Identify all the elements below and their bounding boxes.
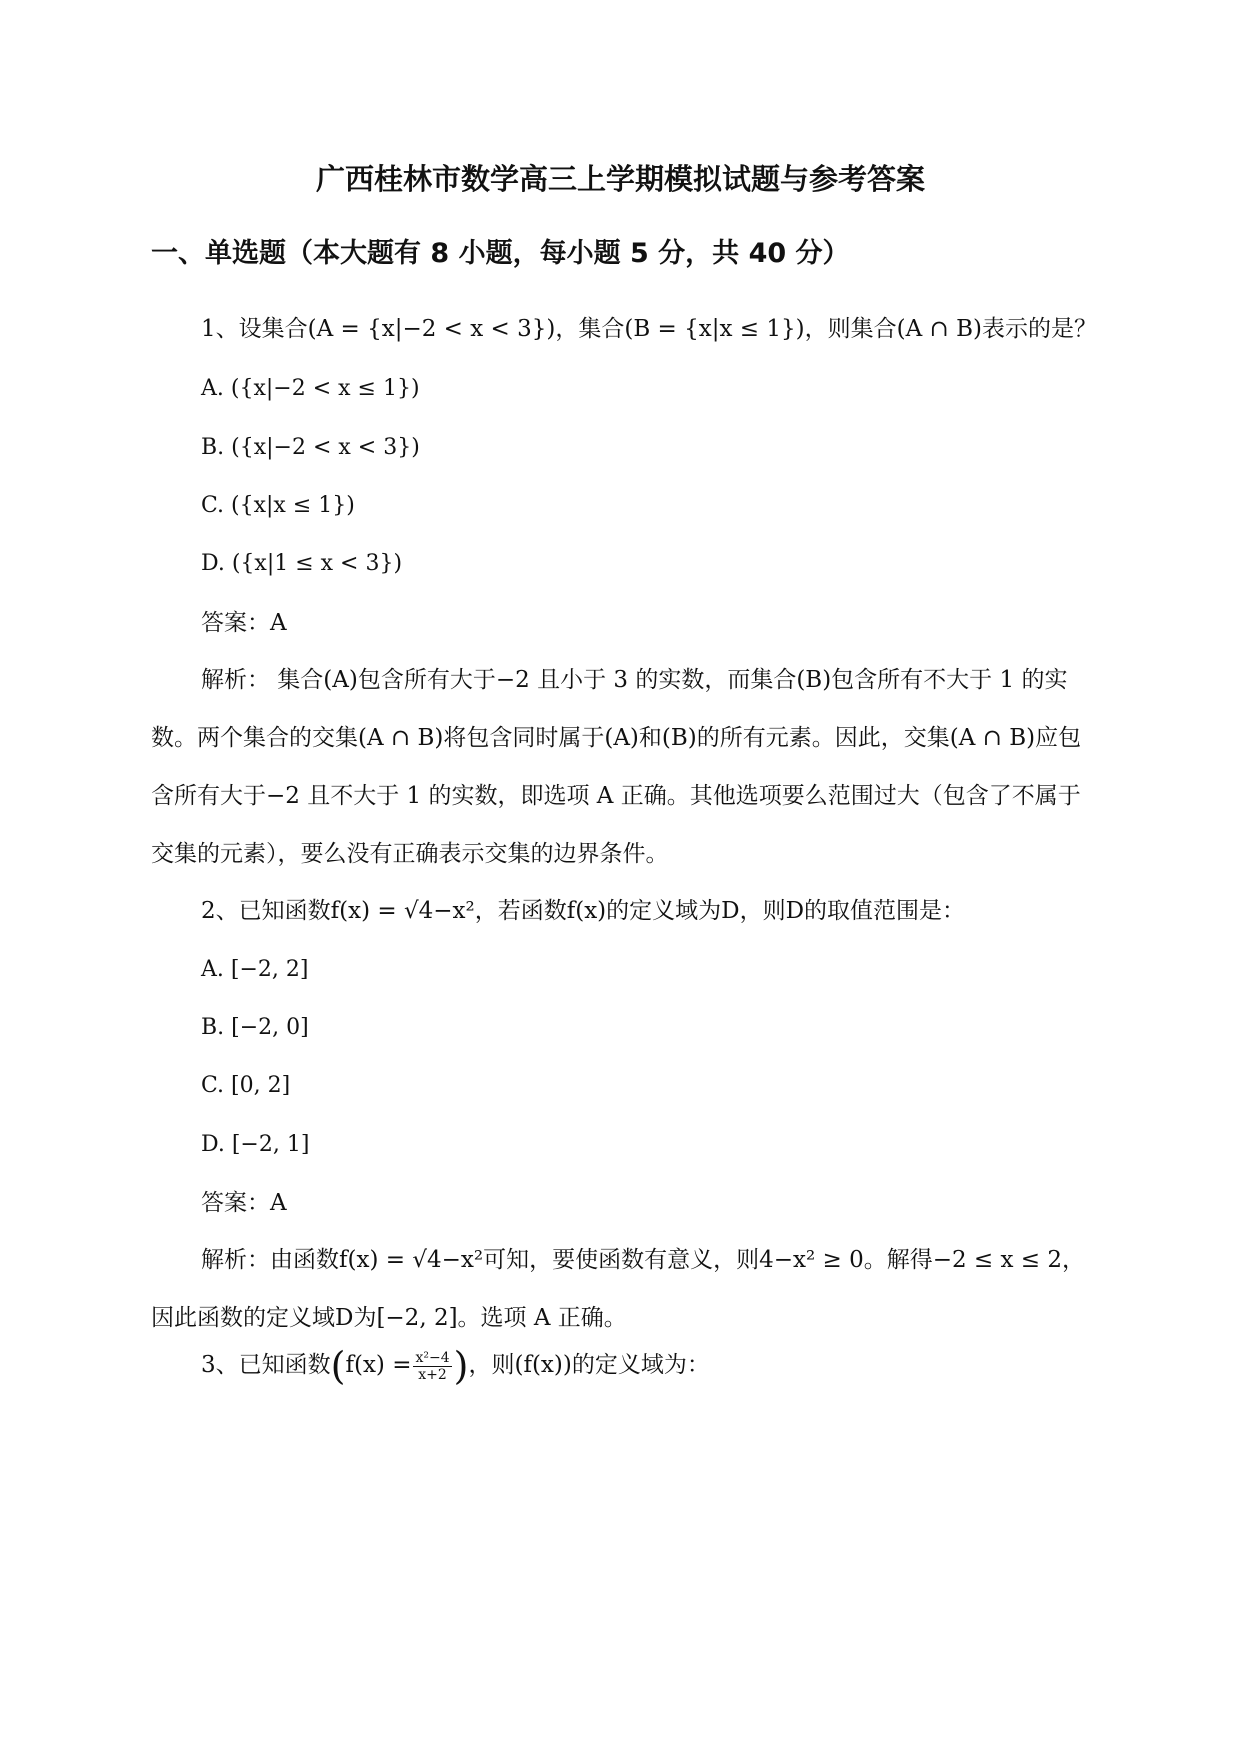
- question-1-option-b: B. ({x|−2 < x < 3}): [201, 435, 420, 460]
- question-2-option-d: D. [−2, 1]: [201, 1132, 310, 1157]
- question-3-fraction: [413, 1350, 451, 1383]
- question-2-option-a: A. [−2, 2]: [201, 957, 309, 982]
- section-heading: 一、单选题（本大题有 8 小题，每小题 5 分，共 40 分）: [151, 238, 850, 269]
- fraction-numerator: x²−4: [415, 1349, 450, 1366]
- fraction-denominator: x+2: [418, 1366, 447, 1383]
- question-1-stem: 1、设集合(A = {x|−2 < x < 3})，集合(B = {x|x ≤ 1})，则集合(A ∩ B)表示的是？: [201, 316, 1097, 342]
- question-2-analysis: 解析：由函数f(x) = √4−x²可知，要使函数有意义，则4−x² ≥ 0。解得−2 ≤ x ≤ 2，因此函数的定义域D为[−2, 2]。选项 A 正确。: [151, 1247, 1085, 1331]
- question-3-suffix: ，则(f(x))的定义域为：: [468, 1352, 710, 1378]
- open-paren: (: [330, 1344, 346, 1388]
- question-1-option-c: C. ({x|x ≤ 1}): [201, 493, 355, 518]
- document-title: 广西桂林市数学高三上学期模拟试题与参考答案: [315, 162, 925, 196]
- close-paren: ): [453, 1344, 469, 1388]
- question-3-stem: [201, 1344, 710, 1388]
- question-1-analysis: 解析： 集合(A)包含所有大于−2 且小于 3 的实数，而集合(B)包含所有不大于 1 的实数。两个集合的交集(A ∩ B)将包含同时属于(A)和(B)的所有元素。因此，交集(A ∩ B)应包含所有大于−2 且不大于 1 的实数，即选项 A 正确。其他选项要么范围过大（包含了不属于交集的元素），要么没有正确表示交集的边界条件。: [151, 667, 1082, 867]
- question-2-option-c: C. [0, 2]: [201, 1073, 291, 1098]
- question-3-lhs: f(x) =: [345, 1352, 412, 1378]
- question-2-answer: 答案：A: [201, 1190, 287, 1216]
- question-3-prefix: 3、已知函数: [201, 1352, 331, 1378]
- question-1-option-a: A. ({x|−2 < x ≤ 1}): [201, 376, 420, 401]
- question-2-stem: 2、已知函数f(x) = √4−x²，若函数f(x)的定义域为D，则D的取值范围是：: [201, 898, 966, 924]
- question-1-answer: 答案：A: [201, 610, 287, 636]
- question-2-option-b: B. [−2, 0]: [201, 1015, 309, 1040]
- question-1-option-d: D. ({x|1 ≤ x < 3}): [201, 551, 403, 576]
